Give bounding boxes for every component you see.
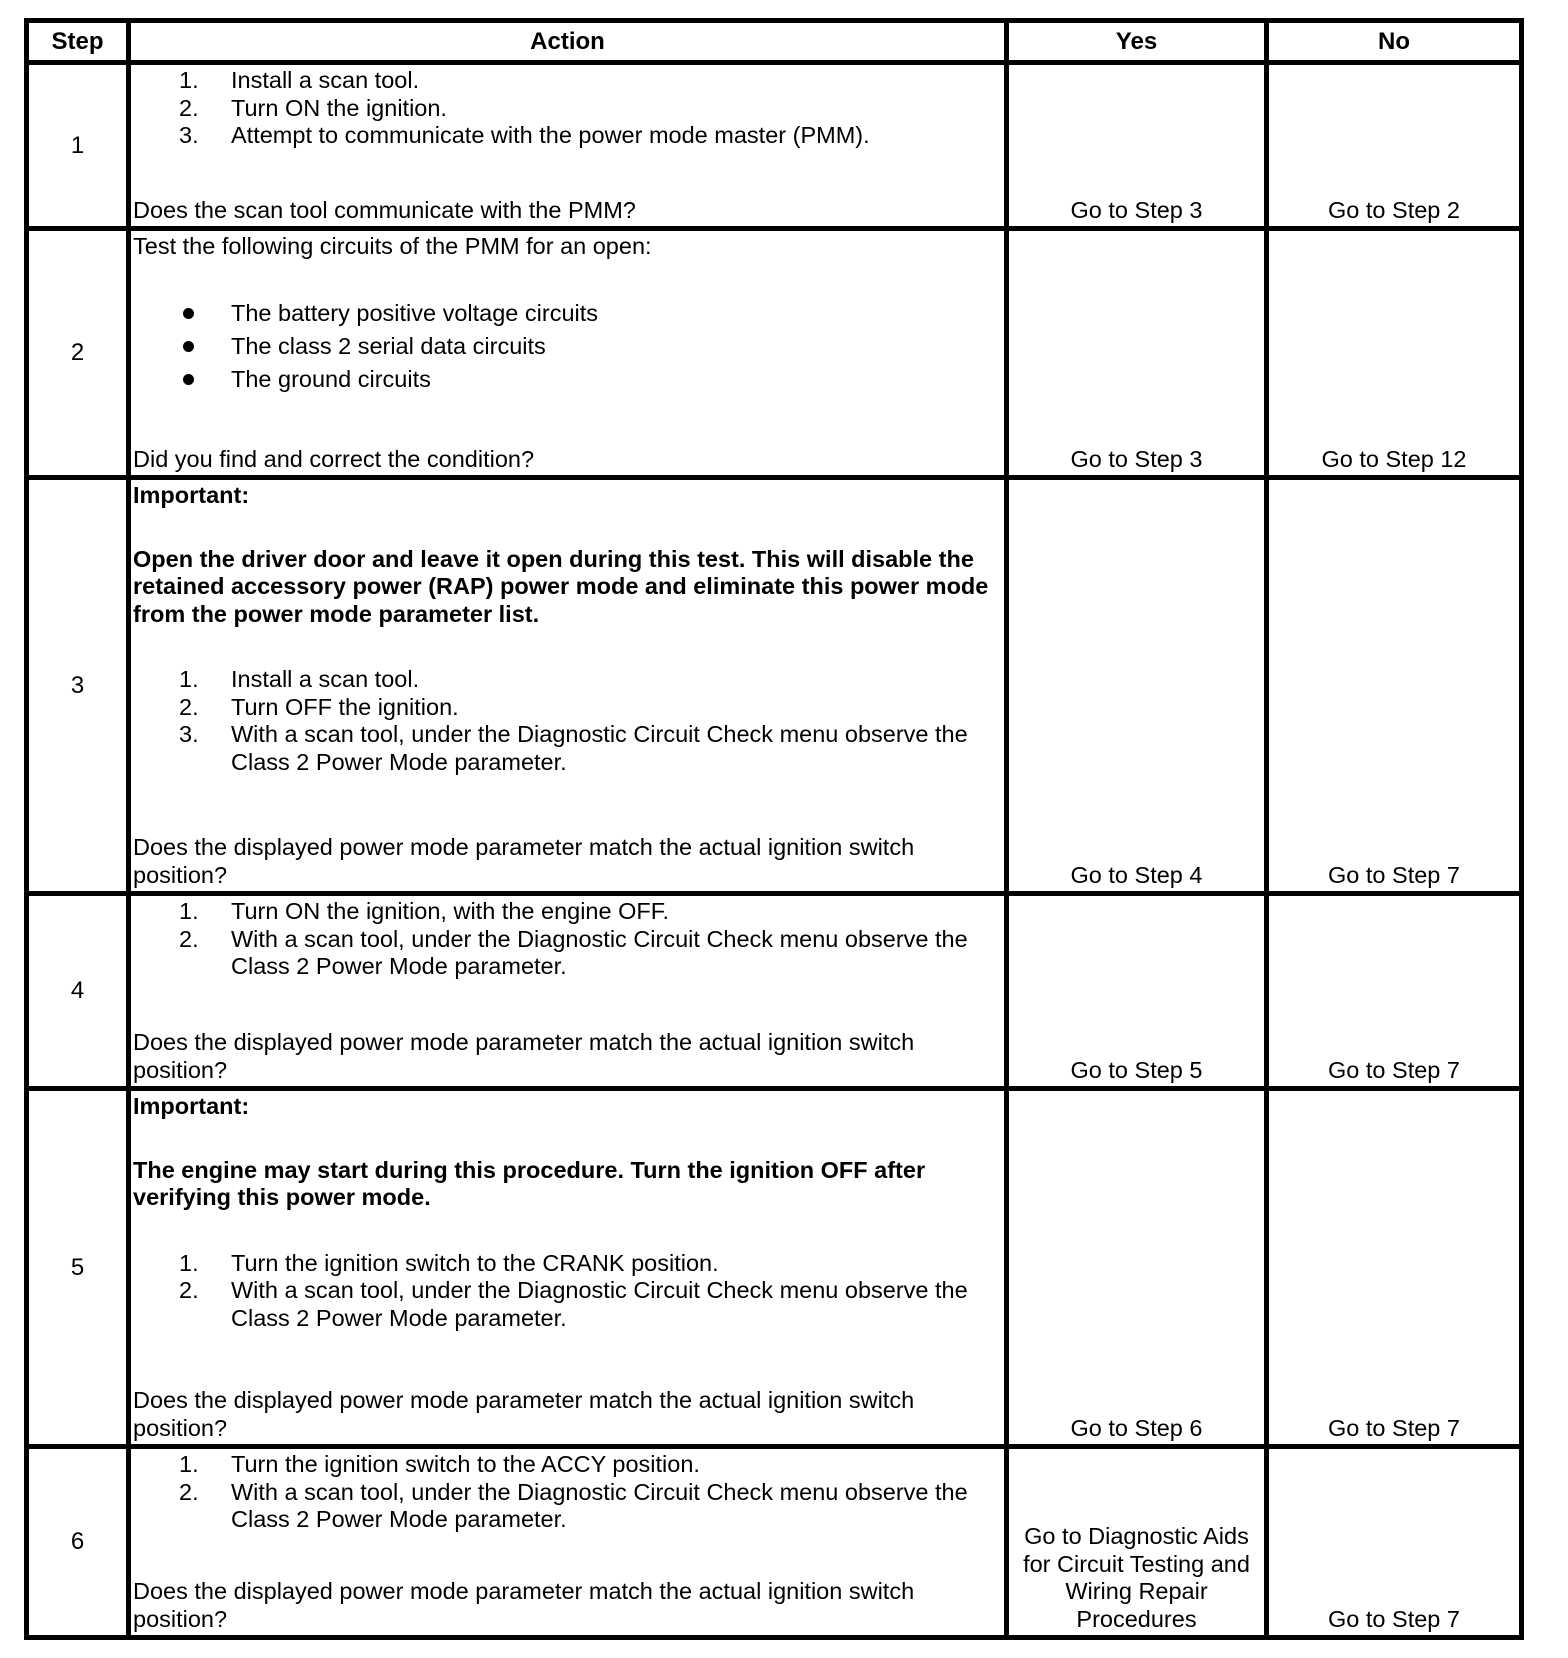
- table-row: [29, 226, 1519, 475]
- bullet-icon: [183, 308, 194, 319]
- bullet-list: [133, 297, 996, 396]
- important-label: Important:: [133, 1093, 250, 1119]
- header-step: Step: [51, 28, 104, 55]
- question-text: Did you find and correct the condition?: [133, 445, 535, 472]
- header-no: No: [1264, 23, 1519, 60]
- no-result: Go to Step 7: [1328, 1056, 1460, 1083]
- step-cell: [29, 896, 126, 1086]
- table-row: [29, 60, 1519, 226]
- yes-cell: [1004, 896, 1264, 1086]
- bullet-icon: [183, 374, 194, 385]
- header-yes: Yes: [1004, 23, 1264, 60]
- list-item: 1. Install a scan tool.: [179, 67, 420, 93]
- step-cell: [29, 1091, 126, 1444]
- yes-cell: [1004, 480, 1264, 891]
- question-text: Does the displayed power mode parameter match the actual ignition switch position?: [133, 1029, 915, 1083]
- table-row: [29, 891, 1519, 1086]
- yes-cell: [1004, 65, 1264, 226]
- diagnostic-table: [24, 18, 1524, 1640]
- list-item: 1. Turn ON the ignition, with the engine OFF.: [179, 898, 670, 924]
- step-number: 1: [70, 131, 85, 159]
- yes-result: Go to Step 5: [1070, 1056, 1203, 1083]
- action-cell: [126, 231, 1004, 475]
- yes-result: Go to Step 4: [1070, 861, 1203, 888]
- yes-result: Go to Step 3: [1070, 445, 1203, 472]
- step-number: 3: [70, 671, 85, 699]
- no-cell: [1264, 1449, 1519, 1635]
- table-row: [29, 475, 1519, 891]
- step-cell: [29, 231, 126, 475]
- step-list: [133, 1451, 996, 1534]
- list-item: 2. With a scan tool, under the Diagnostic Circuit Check menu observe the Class 2 Power Mode parameter.: [179, 925, 968, 979]
- step-cell: [29, 480, 126, 891]
- bullet-icon: [183, 341, 194, 352]
- action-cell: [126, 65, 1004, 226]
- yes-cell: [1004, 231, 1264, 475]
- important-text: The engine may start during this procedure. Turn the ignition OFF after verifying this power mode.: [133, 1156, 926, 1210]
- action-cell: [126, 896, 1004, 1086]
- list-item: 3. Attempt to communicate with the power mode master (PMM).: [179, 122, 870, 148]
- no-result: Go to Step 2: [1328, 196, 1460, 223]
- list-item: 1. Install a scan tool.: [179, 666, 420, 692]
- list-item: The battery positive voltage circuits: [133, 297, 996, 330]
- step-number: 4: [70, 977, 85, 1004]
- action-cell: [126, 480, 1004, 891]
- yes-result: Go to Step 3: [1070, 196, 1203, 223]
- no-result: Go to Step 12: [1321, 445, 1467, 472]
- no-result: Go to Step 7: [1328, 1605, 1460, 1632]
- no-cell: [1264, 896, 1519, 1086]
- step-cell: [29, 65, 126, 226]
- no-cell: [1264, 1091, 1519, 1444]
- list-item: 2. Turn ON the ignition.: [179, 94, 447, 121]
- list-item: 2. With a scan tool, under the Diagnostic Circuit Check menu observe the Class 2 Power Mode parameter.: [179, 1277, 968, 1331]
- step-cell: [29, 1449, 126, 1635]
- question-text: Does the displayed power mode parameter match the actual ignition switch position?: [133, 834, 915, 888]
- no-cell: [1264, 65, 1519, 226]
- no-cell: [1264, 480, 1519, 891]
- list-item: 1. Turn the ignition switch to the ACCY position.: [179, 1451, 700, 1477]
- table-row: [29, 1086, 1519, 1444]
- no-result: Go to Step 7: [1328, 861, 1460, 888]
- question-text: Does the displayed power mode parameter match the actual ignition switch position?: [133, 1578, 915, 1632]
- yes-result: Go to Diagnostic Aids for Circuit Testing and Wiring Repair Procedures: [1023, 1523, 1250, 1632]
- step-list: [133, 1250, 996, 1333]
- step-number: 2: [70, 339, 85, 366]
- table-header-row: [29, 23, 1519, 60]
- no-cell: [1264, 231, 1519, 475]
- header-action: Action: [126, 23, 1004, 60]
- step-list: [133, 666, 996, 776]
- step-list: [133, 67, 996, 150]
- yes-cell: [1004, 1449, 1264, 1635]
- yes-result: Go to Step 6: [1070, 1414, 1203, 1441]
- action-cell: [126, 1091, 1004, 1444]
- list-item: 3. With a scan tool, under the Diagnostic Circuit Check menu observe the Class 2 Power Mode parameter.: [179, 721, 968, 775]
- list-item: 2. With a scan tool, under the Diagnostic Circuit Check menu observe the Class 2 Power Mode parameter.: [179, 1478, 968, 1532]
- list-item: The ground circuits: [133, 363, 996, 396]
- list-item: 2. Turn OFF the ignition.: [179, 693, 459, 720]
- list-item: 1. Turn the ignition switch to the CRANK position.: [179, 1249, 719, 1276]
- yes-cell: [1004, 1091, 1264, 1444]
- no-result: Go to Step 7: [1328, 1414, 1460, 1441]
- intro-text: Test the following circuits of the PMM for an open:: [133, 233, 652, 259]
- table-row: [29, 1444, 1519, 1635]
- important-label: Important:: [133, 482, 250, 508]
- step-number: 5: [70, 1253, 85, 1281]
- list-item: The class 2 serial data circuits: [133, 330, 996, 363]
- action-cell: [126, 1449, 1004, 1635]
- question-text: Does the scan tool communicate with the PMM?: [133, 196, 636, 223]
- step-list: [133, 898, 996, 981]
- question-text: Does the displayed power mode parameter match the actual ignition switch position?: [133, 1387, 915, 1441]
- important-text: Open the driver door and leave it open during this test. This will disable the retained accessory power (RAP) power mode and eliminate this power mode from the power mode parameter list.: [133, 545, 989, 627]
- step-number: 6: [70, 1528, 85, 1555]
